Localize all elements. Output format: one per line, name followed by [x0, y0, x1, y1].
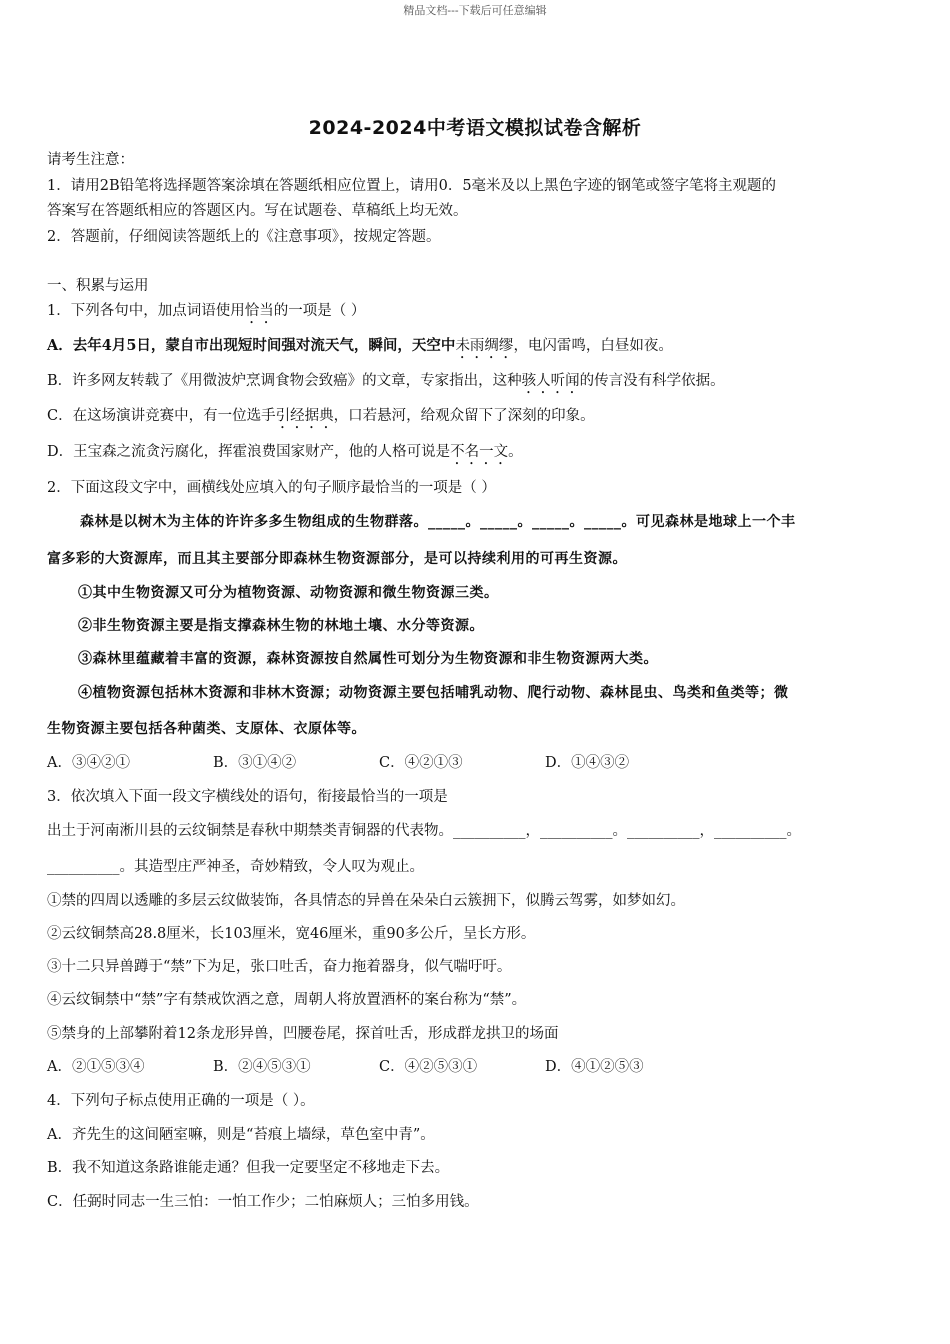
q1-b-post: 的传言没有科学依据。: [579, 373, 725, 389]
q1-option-c: [47, 406, 910, 432]
q1-b-pre: B．许多网友转载了《用微波炉烹调食物会致癌》的文章，专家指出，这种: [47, 373, 522, 389]
q2-sentence-2: ②非生物资源主要是指支撑森林生物的林地土壤、水分等资源。: [78, 618, 484, 634]
q1-d-post: 。: [508, 444, 523, 460]
q4-stem: 4．下列句子标点使用正确的一项是（ ）。: [47, 1093, 315, 1109]
q1-c-pre: C．在这场演讲竞赛中，有一位选手: [47, 408, 276, 424]
notice-heading: 请考生注意：: [47, 152, 134, 168]
q1-d-pre: D．王宝森之流贪污腐化，挥霍浪费国家财产，他的人格可说是: [47, 444, 451, 460]
section-heading: 一、积累与运用: [47, 278, 149, 294]
q4-option-c: C．任弼时同志一生三怕：一怕工作少；二怕麻烦人；三怕多用钱。: [47, 1194, 479, 1210]
q2-passage-line-2: 富多彩的大资源库，而且其主要部分即森林生物资源部分，是可以持续利用的可再生资源。: [47, 551, 627, 567]
q3-option-a: A．②①⑤③④: [47, 1059, 145, 1075]
q2-sentence-3: ③森林里蕴藏着丰富的资源，森林资源按自然属性可划分为生物资源和非生物资源两大类。: [78, 651, 658, 667]
q1-option-d: [47, 442, 910, 468]
q1-c-post: ，口若悬河，给观众留下了深刻的印象。: [333, 408, 595, 424]
q1-stem-post: 的一项是（ ）: [273, 303, 366, 319]
q1-d-dotted: 不名一文: [450, 444, 509, 460]
q1-a-pre: A．去年4月5日，蒙自市出现短时间强对流天气，瞬间，天空中: [47, 337, 456, 354]
q2-stem: 2．下面这段文字中，画横线处应填入的句子顺序最恰当的一项是（ ）: [47, 480, 496, 496]
notice-line-1: 1．请用2B铅笔将选择题答案涂填在答题纸相应位置上，请用0．5毫米及以上黑色字迹的钢笔或签字笔将主观题的: [47, 178, 777, 194]
q4-option-b: B．我不知道这条路谁能走通？但我一定要坚定不移地走下去。: [47, 1160, 450, 1176]
q2-passage-line-1: 森林是以树木为主体的许许多多生物组成的生物群落。_____。_____。_____。_____。可见森林是地球上一个丰: [80, 514, 796, 530]
q4-option-a: A．齐先生的这间陋室嘛，则是“苔痕上墙绿，草色室中青”。: [47, 1127, 435, 1143]
q3-passage-line-1: 出土于河南淅川县的云纹铜禁是春秋中期禁类青铜器的代表物。__________，__________。__________，__________。: [47, 823, 801, 839]
q2-sentence-4a: ④植物资源包括林木资源和非林木资源；动物资源主要包括哺乳动物、爬行动物、森林昆虫、鸟类和鱼类等；微: [78, 685, 789, 701]
q1-stem-pre: 1．下列各句中，加点词语使用: [47, 303, 245, 319]
q2-option-b: B．③①④②: [213, 755, 297, 771]
q1-b-dotted: 骇人听闻: [521, 373, 580, 389]
notice-line-2: 答案写在答题纸相应的答题区内。写在试题卷、草稿纸上均无效。: [47, 203, 468, 219]
q1-c-dotted: 引经据典: [275, 408, 334, 424]
q2-option-d: D．①④③②: [545, 755, 630, 771]
q1-a-dotted: 未雨绸缪: [455, 338, 514, 354]
q3-sentence-5: ⑤禁身的上部攀附着12条龙形异兽，凹腰卷尾，探首吐舌，形成群龙拱卫的场面: [47, 1026, 559, 1042]
q3-option-b: B．②④⑤③①: [213, 1059, 311, 1075]
q3-option-d: D．④①②⑤③: [545, 1059, 644, 1075]
notice-line-3: 2．答题前，仔细阅读答题纸上的《注意事项》，按规定答题。: [47, 229, 441, 245]
q3-sentence-4: ④云纹铜禁中“禁”字有禁戒饮酒之意，周朝人将放置酒杯的案台称为“禁”。: [47, 992, 527, 1008]
q3-sentence-1: ①禁的四周以透雕的多层云纹做装饰，各具情态的异兽在朵朵白云簇拥下，似腾云驾雾，如梦如幻。: [47, 893, 685, 909]
q3-sentence-3: ③十二只异兽蹲于“禁”下为足，张口吐舌，奋力拖着器身，似气喘吁吁。: [47, 959, 512, 975]
q3-option-c: C．④②⑤③①: [379, 1059, 478, 1075]
q1-option-a: [47, 336, 910, 362]
q2-sentence-4b: 生物资源主要包括各种菌类、支原体、衣原体等。: [47, 721, 366, 737]
q3-options: [47, 1057, 910, 1077]
q1-stem: [47, 301, 910, 327]
q2-options: [47, 753, 910, 773]
q1-option-b: [47, 371, 910, 397]
q1-a-post: ，电闪雷鸣，白昼如夜。: [513, 338, 673, 354]
q2-option-c: C．④②①③: [379, 755, 463, 771]
q2-option-a: A．③④②①: [47, 755, 130, 771]
q2-sentence-1: ①其中生物资源又可分为植物资源、动物资源和微生物资源三类。: [78, 585, 499, 601]
header-note: 精品文档---下载后可任意编辑: [403, 4, 547, 17]
q3-stem: 3．依次填入下面一段文字横线处的语句，衔接最恰当的一项是: [47, 789, 448, 805]
q3-passage-line-2: __________。其造型庄严神圣，奇妙精致，令人叹为观止。: [47, 859, 424, 875]
q3-sentence-2: ②云纹铜禁高28.8厘米，长103厘米，宽46厘米，重90多公斤，呈长方形。: [47, 926, 536, 942]
q1-stem-dotted: 恰当: [244, 303, 274, 319]
page-title: 2024-2024中考语文模拟试卷含解析: [308, 117, 642, 139]
